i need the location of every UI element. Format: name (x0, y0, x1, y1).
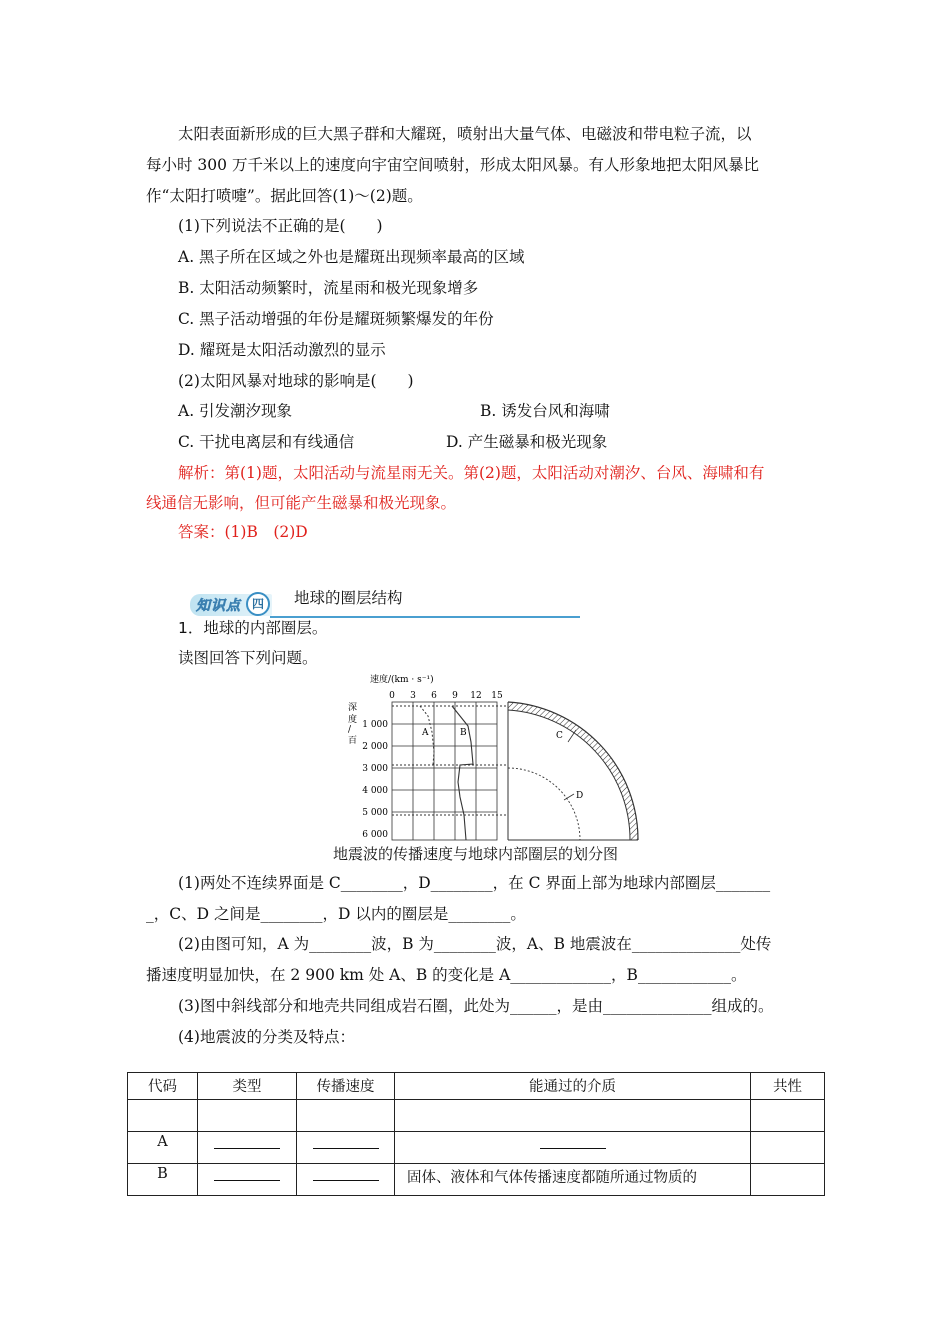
fig-q1-line-1: (1)两处不连续界面是 C________，D________，在 C 界面上部为地球内部圈层_______ (178, 874, 771, 892)
row-a-type (198, 1132, 297, 1164)
blank-line[interactable] (540, 1134, 606, 1149)
blank-line[interactable] (313, 1166, 379, 1181)
row-a-code: A (128, 1132, 198, 1164)
speed-axis-label: 速度/(km · s⁻¹) (370, 675, 434, 685)
section-header (190, 586, 580, 618)
velocity-grid (392, 702, 497, 840)
depth-ticks (362, 720, 388, 840)
core-boundary-arc (508, 768, 580, 840)
row-b-common (751, 1164, 825, 1196)
q1-option-c: C. 黑子活动增强的年份是耀斑频繁爆发的年份 (178, 310, 494, 328)
svg-text:1 000: 1 000 (362, 720, 388, 730)
analysis-line-1: 解析：第(1)题，太阳活动与流星雨无关。第(2)题，太阳活动对潮汐、台风、海啸和有 (178, 464, 765, 482)
curve-a-label: A (422, 728, 429, 738)
fig-q1-line-2: _，C、D 之间是________，D 以内的圈层是________。 (146, 905, 526, 923)
row-a-medium (395, 1132, 751, 1164)
d-pointer (564, 794, 574, 800)
svg-text:6 000: 6 000 (362, 830, 388, 840)
row-a-speed (297, 1132, 395, 1164)
q1-option-a: A. 黑子所在区域之外也是耀斑出现频率最高的区域 (178, 248, 525, 266)
header-medium: 能通过的介质 (395, 1073, 751, 1100)
section-number: 四 (246, 592, 270, 616)
seismic-figure (340, 672, 650, 844)
table-row (128, 1132, 825, 1164)
q1-stem: (1)下列说法不正确的是( ) (178, 217, 383, 235)
intro-line-2: 每小时 300 万千米以上的速度向宇宙空间喷射，形成太阳风暴。有人形象地把太阳风暴比 (146, 156, 759, 174)
q2-stem: (2)太阳风暴对地球的影响是( ) (178, 372, 414, 390)
header-code: 代码 (128, 1073, 198, 1100)
lithosphere-hatch (508, 702, 638, 840)
q1-option-d: D. 耀斑是太阳活动激烈的显示 (178, 341, 386, 359)
table-header-row (128, 1073, 825, 1100)
row-empty-common (751, 1100, 825, 1132)
row-empty-speed (297, 1100, 395, 1132)
figure-caption: 地震波的传播速度与地球内部圈层的划分图 (333, 845, 619, 863)
fig-q2-line-2: 播速度明显加快，在 2 900 km 处 A、B 的变化是 A_____________，B____________。 (146, 966, 747, 984)
row-empty-code (128, 1100, 198, 1132)
header-type: 类型 (198, 1073, 297, 1100)
section-badge-label: 知识点 (196, 598, 241, 614)
row-b-code: B (128, 1164, 198, 1196)
svg-text:2 000: 2 000 (362, 742, 388, 752)
q2-option-b: B. 诱发台风和海啸 (480, 402, 610, 420)
svg-text:百: 百 (348, 736, 358, 746)
fig-q4: (4)地震波的分类及特点： (178, 1028, 355, 1046)
interface-d-label: D (576, 791, 584, 801)
blank-line[interactable] (214, 1134, 280, 1149)
q2-option-d: D. 产生磁暴和极光现象 (446, 433, 608, 451)
blank-line[interactable] (214, 1166, 280, 1181)
intro-line-3: 作“太阳打喷嚏”。据此回答(1)～(2)题。 (146, 187, 423, 205)
speed-tick-6: 6 (431, 691, 437, 701)
svg-text:5 000: 5 000 (362, 808, 388, 818)
row-empty-medium (395, 1100, 751, 1132)
section-title: 地球的圈层结构 (294, 589, 403, 607)
speed-tick-3: 3 (410, 691, 416, 701)
intro-line-1: 太阳表面新形成的巨大黑子群和大耀斑，喷射出大量气体、电磁波和带电粒子流，以 (178, 125, 752, 143)
speed-ticks (389, 691, 503, 701)
header-speed: 传播速度 (297, 1073, 395, 1100)
interface-c-label: C (556, 731, 563, 741)
wave-table (127, 1072, 825, 1196)
table-row (128, 1100, 825, 1132)
svg-text:4 000: 4 000 (362, 786, 388, 796)
answer: 答案：(1)B (2)D (178, 523, 308, 541)
depth-axis-label (348, 702, 357, 746)
fig-q2-line-1: (2)由图可知，A 为________波，B 为________波，A、B 地震波在______________处传 (178, 935, 772, 953)
svg-text:深: 深 (348, 703, 358, 713)
row-a-common (751, 1132, 825, 1164)
speed-tick-15: 15 (491, 691, 503, 701)
fig-q3: (3)图中斜线部分和地壳共同组成岩石圈，此处为______，是由______________组成的。 (178, 997, 774, 1015)
read-prompt: 读图回答下列问题。 (178, 649, 318, 667)
svg-text:/: / (348, 725, 352, 735)
row-b-speed (297, 1164, 395, 1196)
analysis-line-2: 线通信无影响，但可能产生磁暴和极光现象。 (146, 494, 457, 512)
interface-lines (392, 706, 508, 815)
part-1-title: 1．地球的内部圈层。 (178, 619, 328, 637)
speed-tick-0: 0 (389, 691, 395, 701)
row-b-medium: 固体、液体和气体传播速度都随所通过物质的 (395, 1164, 751, 1196)
curve-b-label: B (460, 728, 467, 738)
q1-option-b: B. 太阳活动频繁时，流星雨和极光现象增多 (178, 279, 479, 297)
row-empty-type (198, 1100, 297, 1132)
table-row (128, 1164, 825, 1196)
q2-option-c: C. 干扰电离层和有线通信 (178, 433, 355, 451)
speed-tick-9: 9 (452, 691, 458, 701)
svg-text:度: 度 (348, 715, 358, 725)
q2-option-a: A. 引发潮汐现象 (178, 402, 293, 420)
blank-line[interactable] (313, 1134, 379, 1149)
svg-text:3 000: 3 000 (362, 764, 388, 774)
speed-tick-12: 12 (470, 691, 482, 701)
row-b-type (198, 1164, 297, 1196)
header-common: 共性 (751, 1073, 825, 1100)
